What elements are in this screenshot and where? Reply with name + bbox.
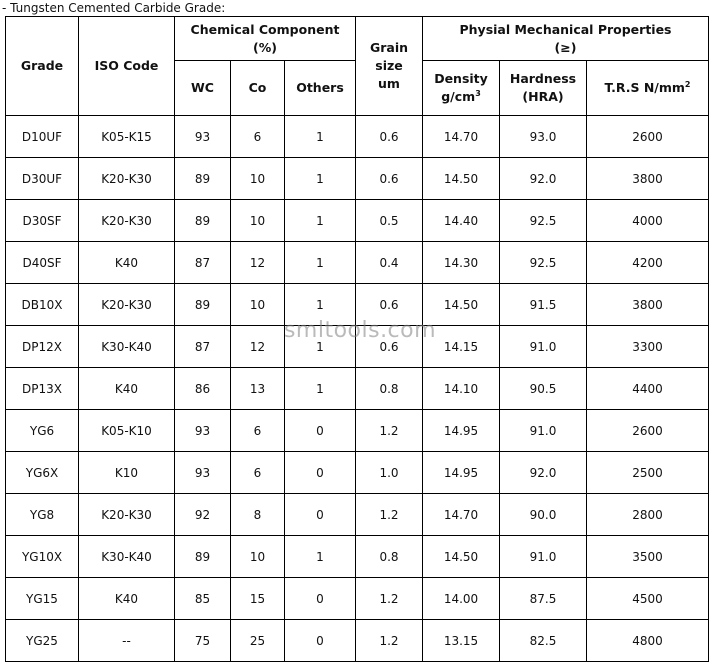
cell-grade: YG6 — [6, 410, 79, 452]
cell-wc: 89 — [175, 284, 231, 326]
cell-others: 1 — [285, 326, 356, 368]
cell-iso: K40 — [79, 242, 175, 284]
cell-co: 12 — [231, 326, 285, 368]
cell-trs: 3300 — [587, 326, 709, 368]
watermark: smltools.com — [283, 318, 437, 343]
cell-hardness: 92.0 — [500, 452, 587, 494]
cell-others: 1 — [285, 158, 356, 200]
cell-co: 6 — [231, 116, 285, 158]
cell-hardness: 92.5 — [500, 200, 587, 242]
cell-wc: 85 — [175, 578, 231, 620]
header-density-line1: Density — [434, 71, 488, 86]
cell-iso: K20-K30 — [79, 200, 175, 242]
cell-hardness: 91.5 — [500, 284, 587, 326]
cell-grade: YG15 — [6, 578, 79, 620]
cell-density: 14.50 — [423, 536, 500, 578]
cell-density: 14.70 — [423, 116, 500, 158]
header-density-line2 — [423, 88, 499, 106]
header-density — [423, 61, 500, 116]
cell-trs: 2800 — [587, 494, 709, 536]
cell-others: 0 — [285, 578, 356, 620]
table-row — [6, 116, 709, 158]
cell-iso: K20-K30 — [79, 158, 175, 200]
header-density-unit: g/cm — [441, 89, 476, 104]
cell-co: 6 — [231, 410, 285, 452]
cell-grain: 0.8 — [356, 368, 423, 410]
cell-iso: K30-K40 — [79, 326, 175, 368]
cell-iso: K30-K40 — [79, 536, 175, 578]
cell-density: 14.70 — [423, 494, 500, 536]
cell-grain: 0.4 — [356, 242, 423, 284]
cell-grain: 1.0 — [356, 452, 423, 494]
table-row — [6, 200, 709, 242]
cell-hardness: 93.0 — [500, 116, 587, 158]
header-hardness-line1: Hardness — [509, 71, 577, 86]
cell-wc: 89 — [175, 158, 231, 200]
header-trs-label: T.R.S N/mm — [604, 80, 685, 95]
cell-trs: 4800 — [587, 620, 709, 662]
caption: - Tungsten Cemented Carbide Grade: — [2, 1, 226, 15]
cell-trs: 3800 — [587, 158, 709, 200]
header-iso-code: ISO Code — [79, 17, 175, 116]
cell-iso: K40 — [79, 368, 175, 410]
cell-wc: 93 — [175, 116, 231, 158]
cell-iso: K20-K30 — [79, 284, 175, 326]
table-row — [6, 158, 709, 200]
cell-grain: 1.2 — [356, 620, 423, 662]
cell-iso: K05-K15 — [79, 116, 175, 158]
cell-density: 13.15 — [423, 620, 500, 662]
cell-grain: 0.6 — [356, 116, 423, 158]
cell-hardness: 92.5 — [500, 242, 587, 284]
header-grain-line2: size — [375, 58, 403, 73]
header-grade: Grade — [6, 17, 79, 116]
cell-wc: 93 — [175, 410, 231, 452]
cell-trs: 4400 — [587, 368, 709, 410]
cell-grade: DP13X — [6, 368, 79, 410]
cell-others: 1 — [285, 536, 356, 578]
table-row — [6, 578, 709, 620]
cell-grain: 0.6 — [356, 284, 423, 326]
cell-grade: DP12X — [6, 326, 79, 368]
cell-hardness: 90.5 — [500, 368, 587, 410]
cell-trs: 4200 — [587, 242, 709, 284]
cell-co: 6 — [231, 452, 285, 494]
cell-wc: 89 — [175, 536, 231, 578]
table-row — [6, 368, 709, 410]
cell-others: 0 — [285, 410, 356, 452]
table-row — [6, 242, 709, 284]
cell-co: 15 — [231, 578, 285, 620]
cell-iso: K05-K10 — [79, 410, 175, 452]
cell-grain: 0.6 — [356, 326, 423, 368]
cell-others: 0 — [285, 620, 356, 662]
cell-others: 1 — [285, 368, 356, 410]
table-row — [6, 284, 709, 326]
cell-density: 14.00 — [423, 578, 500, 620]
cell-grade: D30UF — [6, 158, 79, 200]
cell-wc: 75 — [175, 620, 231, 662]
cell-grade: YG6X — [6, 452, 79, 494]
cell-wc: 93 — [175, 452, 231, 494]
cell-density: 14.95 — [423, 452, 500, 494]
table-row — [6, 494, 709, 536]
table-row — [6, 452, 709, 494]
cell-grain: 0.8 — [356, 536, 423, 578]
cell-density: 14.50 — [423, 284, 500, 326]
cell-trs: 4500 — [587, 578, 709, 620]
cell-co: 10 — [231, 536, 285, 578]
cell-grade: D40SF — [6, 242, 79, 284]
cell-trs: 4000 — [587, 200, 709, 242]
cell-iso: K20-K30 — [79, 494, 175, 536]
header-others: Others — [285, 61, 356, 116]
header-density-sup: 3 — [475, 88, 481, 98]
header-physical-properties-label: Physial Mechanical Properties — [459, 21, 672, 37]
cell-trs: 2500 — [587, 452, 709, 494]
cell-grade: DB10X — [6, 284, 79, 326]
table-row — [6, 326, 709, 368]
cell-grain: 0.6 — [356, 158, 423, 200]
cell-trs: 3500 — [587, 536, 709, 578]
header-co: Co — [231, 61, 285, 116]
header-row-top — [6, 17, 709, 61]
header-wc: WC — [175, 61, 231, 116]
header-grain-size — [356, 17, 423, 116]
table-body — [6, 116, 709, 662]
cell-trs: 3800 — [587, 284, 709, 326]
cell-hardness: 91.0 — [500, 326, 587, 368]
table-row — [6, 620, 709, 662]
cell-grain: 1.2 — [356, 494, 423, 536]
header-grain-line1: Grain — [369, 40, 409, 55]
header-grain-line3: um — [378, 76, 400, 91]
header-hardness — [500, 61, 587, 116]
cell-iso: K40 — [79, 578, 175, 620]
cell-others: 1 — [285, 200, 356, 242]
cell-trs: 2600 — [587, 410, 709, 452]
cell-iso: -- — [79, 620, 175, 662]
cell-others: 1 — [285, 242, 356, 284]
cell-density: 14.40 — [423, 200, 500, 242]
header-chemical-component — [175, 17, 356, 61]
cell-grain: 1.2 — [356, 410, 423, 452]
header-hardness-line2: (HRA) — [522, 89, 564, 104]
cell-hardness: 82.5 — [500, 620, 587, 662]
cell-grade: D30SF — [6, 200, 79, 242]
cell-hardness: 91.0 — [500, 536, 587, 578]
cell-co: 10 — [231, 158, 285, 200]
cell-others: 0 — [285, 494, 356, 536]
cell-wc: 86 — [175, 368, 231, 410]
carbide-grade-table — [5, 16, 709, 662]
cell-hardness: 91.0 — [500, 410, 587, 452]
cell-wc: 87 — [175, 242, 231, 284]
header-chemical-component-unit: (%) — [253, 39, 277, 55]
cell-co: 12 — [231, 242, 285, 284]
cell-others: 1 — [285, 284, 356, 326]
header-trs-sup: 2 — [684, 79, 691, 89]
header-chemical-component-label: Chemical Component — [190, 21, 340, 37]
cell-grade: YG25 — [6, 620, 79, 662]
cell-density: 14.30 — [423, 242, 500, 284]
cell-wc: 87 — [175, 326, 231, 368]
cell-grade: YG10X — [6, 536, 79, 578]
cell-grain: 1.2 — [356, 578, 423, 620]
cell-others: 0 — [285, 452, 356, 494]
cell-co: 8 — [231, 494, 285, 536]
cell-wc: 92 — [175, 494, 231, 536]
table-row — [6, 536, 709, 578]
cell-grade: D10UF — [6, 116, 79, 158]
header-physical-properties — [423, 17, 709, 61]
cell-grade: YG8 — [6, 494, 79, 536]
table-row — [6, 410, 709, 452]
cell-hardness: 90.0 — [500, 494, 587, 536]
cell-co: 25 — [231, 620, 285, 662]
cell-co: 10 — [231, 200, 285, 242]
cell-iso: K10 — [79, 452, 175, 494]
cell-density: 14.15 — [423, 326, 500, 368]
cell-wc: 89 — [175, 200, 231, 242]
cell-hardness: 87.5 — [500, 578, 587, 620]
cell-density: 14.10 — [423, 368, 500, 410]
cell-grain: 0.5 — [356, 200, 423, 242]
header-trs — [587, 61, 709, 116]
header-physical-properties-unit: (≥) — [554, 39, 577, 55]
cell-trs: 2600 — [587, 116, 709, 158]
cell-co: 13 — [231, 368, 285, 410]
cell-others: 1 — [285, 116, 356, 158]
cell-density: 14.50 — [423, 158, 500, 200]
cell-hardness: 92.0 — [500, 158, 587, 200]
cell-density: 14.95 — [423, 410, 500, 452]
cell-co: 10 — [231, 284, 285, 326]
